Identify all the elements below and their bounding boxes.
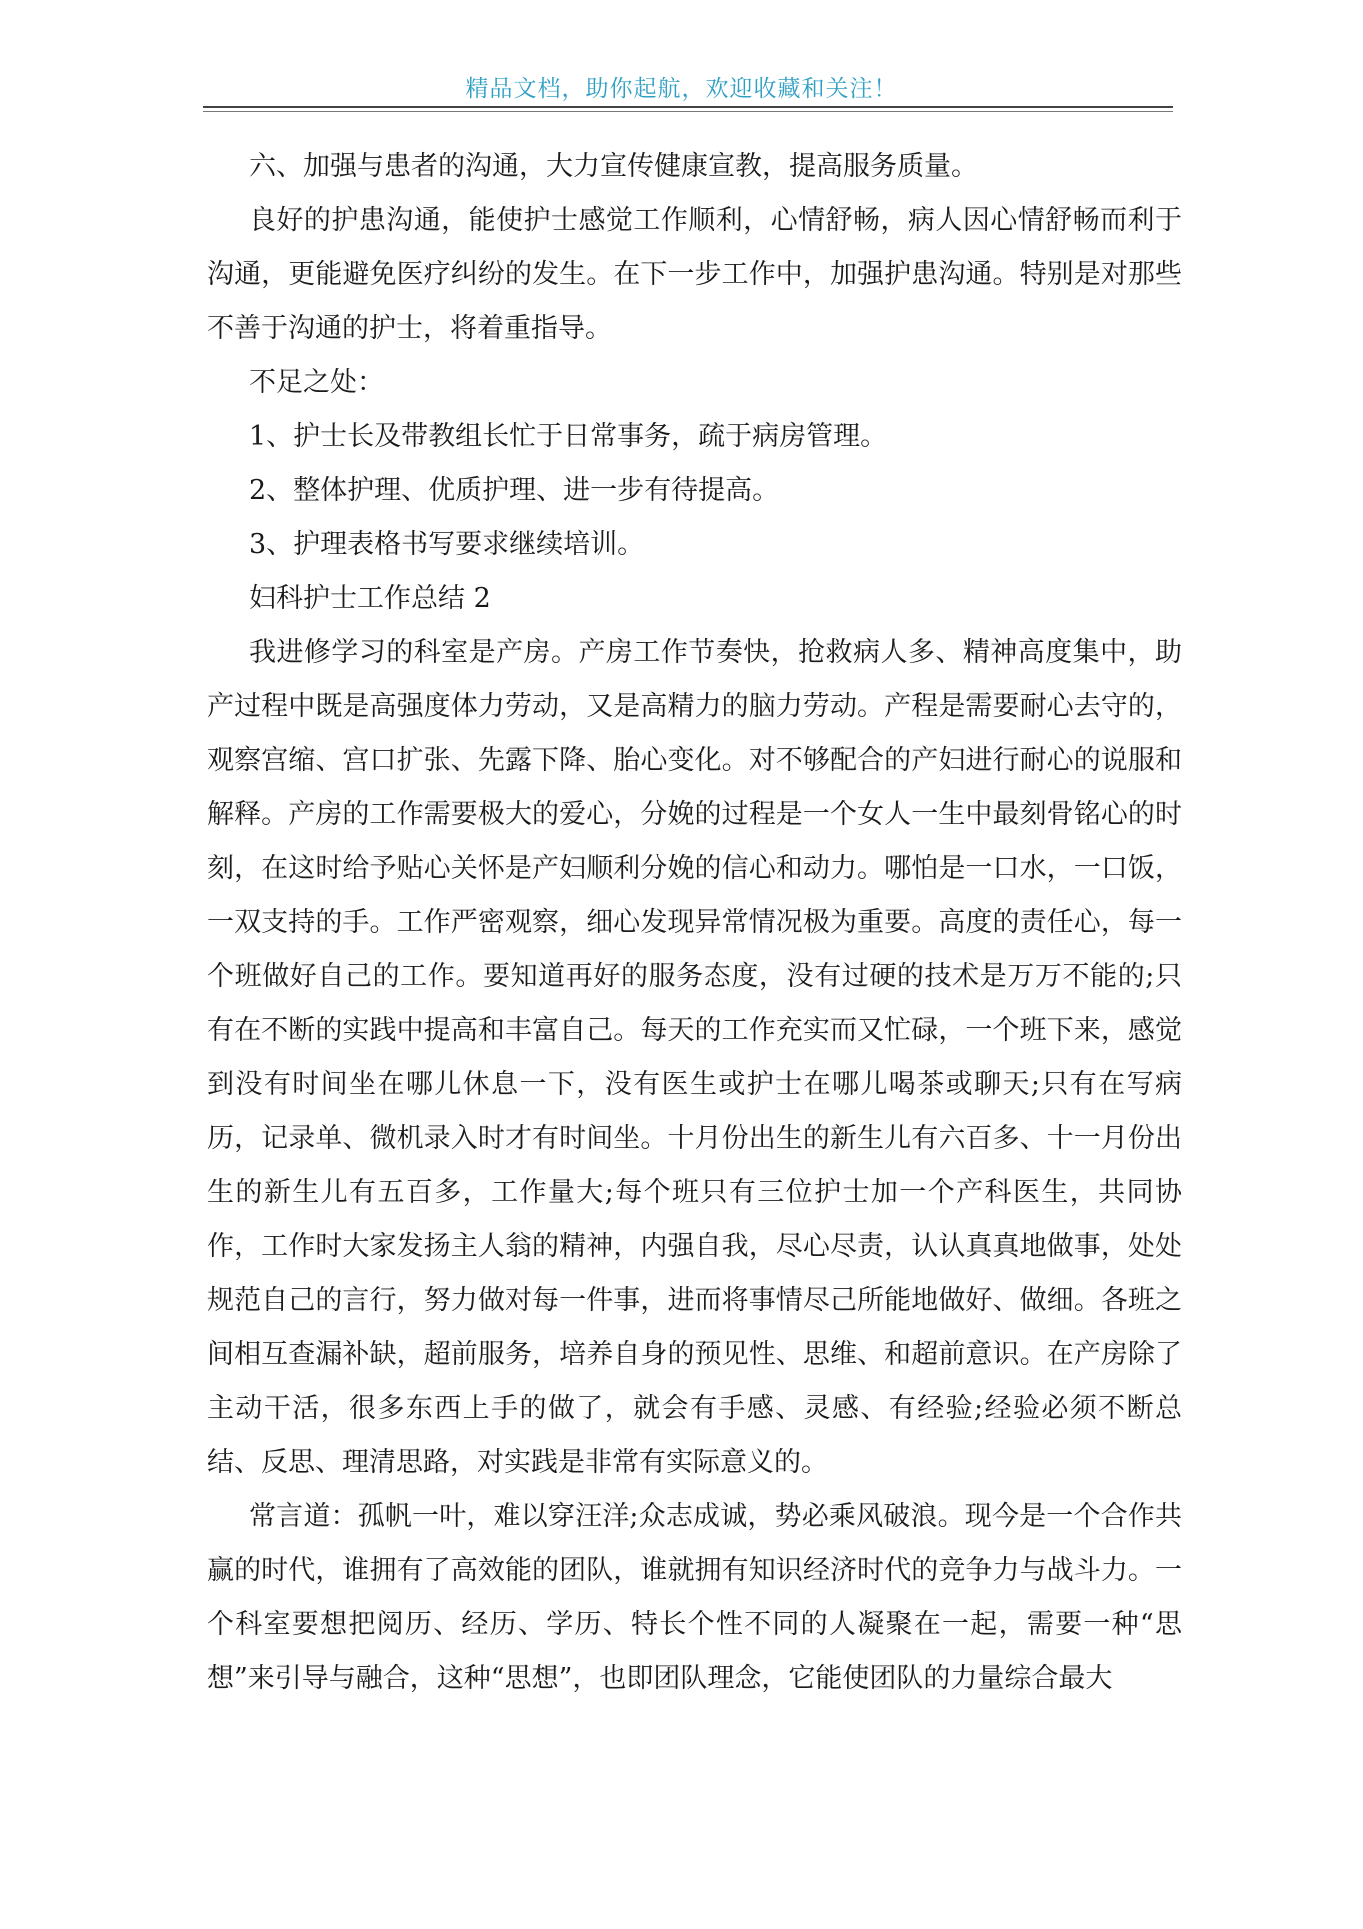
- paragraph-communication-heading: 六、加强与患者的沟通，大力宣传健康宣教，提高服务质量。: [249, 151, 978, 182]
- page-header-banner: 精品文档，助你起航，欢迎收藏和关注！: [465, 76, 898, 102]
- paragraph-delivery-room: 我进修学习的科室是产房。产房工作节奏快，抢救病人多、精神高度集中，助产过程中既是高强度体力劳动，又是高精力的脑力劳动。产程是需要耐心去守的，观察宫缩、宫口扩张、先露下降、胎心变化。对不够配合的产妇进行耐心的说服和解释。产房的工作需要极大的爱心，分娩的过程是一个女人一生中最刻骨铭心的时刻，在这时给予贴心关怀是产妇顺利分娩的信心和动力。哪怕是一口水，一口饭，一双支持的手。工作严密观察，细心发现异常情况极为重要。高度的责任心，每一个班做好自己的工作。要知道再好的服务态度，没有过硬的技术是万万不能的;只有在不断的实践中提高和丰富自己。每天的工作充实而又忙碌，一个班下来，感觉到没有时间坐在哪儿休息一下，没有医生或护士在哪儿喝茶或聊天;只有在写病历，记录单、微机录入时才有时间坐。十月份出生的新生儿有六百多、十一月份出生的新生儿有五百多，工作量大;每个班只有三位护士加一个产科医生，共同协作，工作时大家发扬主人翁的精神，内强自我，尽心尽责，认认真真地做事，处处规范自己的言行，努力做对每一件事，进而将事情尽己所能地做好、做细。各班之间相互查漏补缺，超前服务，培养自身的预见性、思维、和超前意识。在产房除了主动干活，很多东西上手的做了，就会有手感、灵感、有经验;经验必须不断总结、反思、理清思路，对实践是非常有实际意义的。: [207, 637, 1182, 1478]
- list-item-shortcoming-2: 2、整体护理、优质护理、进一步有待提高。: [249, 475, 780, 506]
- section-title-summary-2: 妇科护士工作总结 2: [249, 583, 491, 614]
- list-item-shortcoming-3: 3、护理表格书写要求继续培训。: [249, 529, 645, 560]
- header-divider-thin: [203, 111, 1173, 112]
- document-body: [207, 140, 1182, 1706]
- paragraph-communication-body: 良好的护患沟通，能使护士感觉工作顺利，心情舒畅，病人因心情舒畅而利于沟通，更能避免医疗纠纷的发生。在下一步工作中，加强护患沟通。特别是对那些不善于沟通的护士，将着重指导。: [207, 205, 1182, 344]
- header-divider-thick: [203, 106, 1173, 108]
- list-item-shortcoming-1: 1、护士长及带教组长忙于日常事务，疏于病房管理。: [249, 421, 888, 452]
- paragraph-teamwork: 常言道：孤帆一叶，难以穿汪洋;众志成诚，势必乘风破浪。现今是一个合作共赢的时代，谁拥有了高效能的团队，谁就拥有知识经济时代的竞争力与战斗力。一个科室要想把阅历、经历、学历、特长个性不同的人凝聚在一起，需要一种“思想”来引导与融合，这种“思想”，也即团队理念，它能使团队的力量综合最大: [207, 1501, 1182, 1694]
- paragraph-shortcomings-heading: 不足之处：: [249, 367, 384, 398]
